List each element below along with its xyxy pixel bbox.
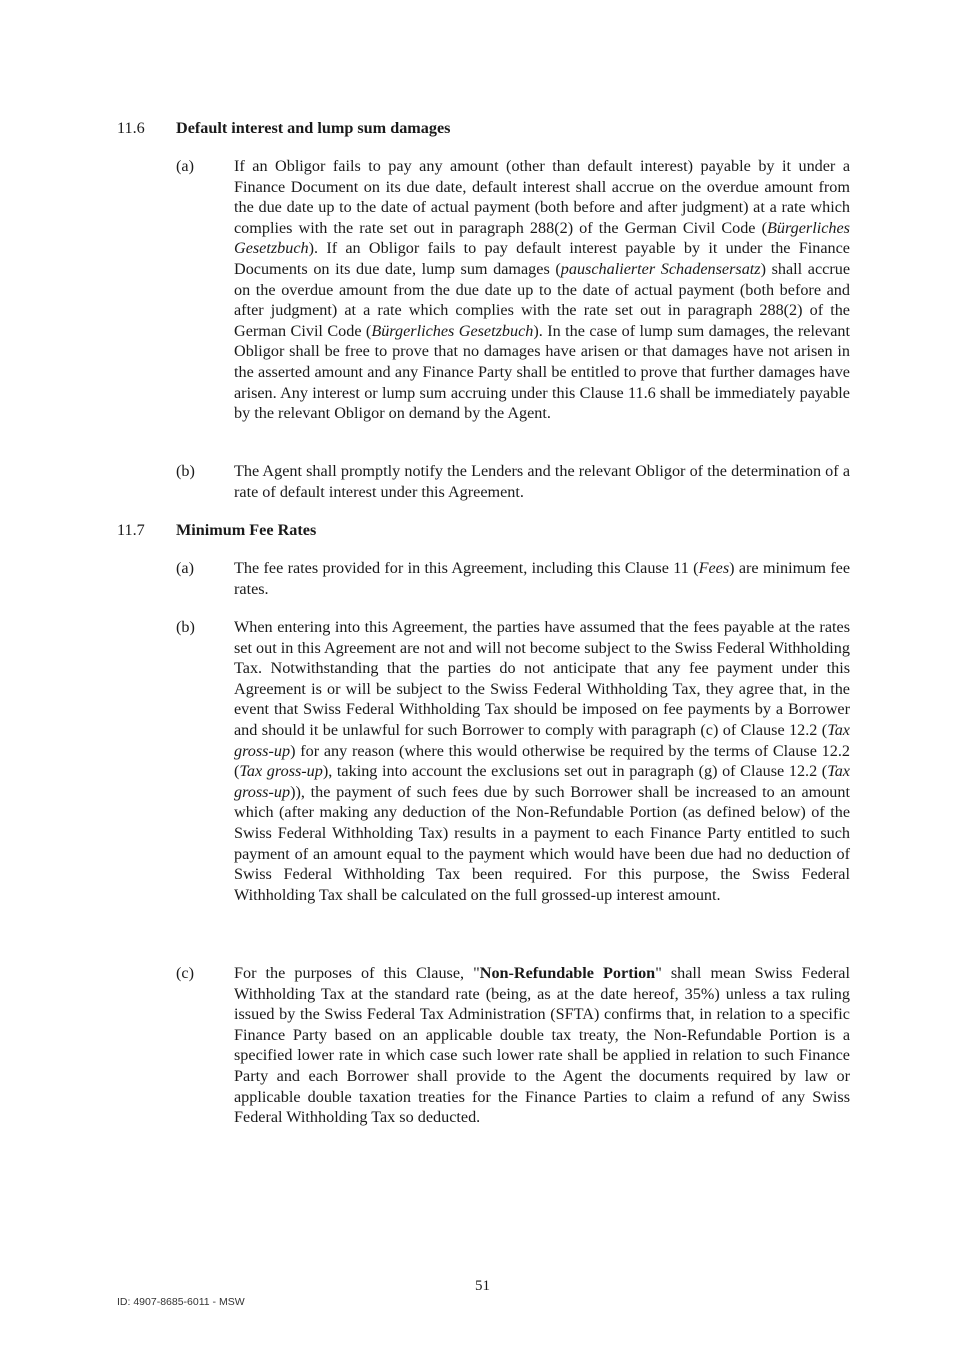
page-number: 51: [475, 1278, 490, 1294]
paragraph-text: [234, 461, 850, 502]
paragraph-label: (b): [176, 462, 195, 480]
text-run: " shall mean Swiss Federal Withholding Tax at the standard rate (being, as at the date hereof, 35%) unless a tax ruling issued by the Swiss Federal Tax Administration (SFTA) confirms that, in relation to a specific Finance Party based on an applicable double tax treaty, the Non-Refundable Portion is a specified lower rate in which case such lower rate shall be applied in relation to such Finance Party and each Borrower shall provide to the Agent the documents required by law or applicable double taxation treaties for the Finance Parties to claim a refund of any Swiss Federal Withholding Tax so deducted.: [234, 964, 850, 1127]
section-title: Minimum Fee Rates: [176, 521, 317, 539]
italic-run: pauschalierter Schadensersatz: [560, 259, 761, 278]
paragraph-text: [234, 558, 850, 599]
paragraph-text: [234, 963, 850, 1128]
text-run: ). In the case of lump sum damages, the relevant Obligor shall be free to prove that no damages have arisen or that damages have not arisen in the asserted amount and any Finance Party shall be entitled to prove that further damages have arisen. Any interest or lump sum accruing under this Clause 11.6 shall be immediately payable by the relevant Obligor on demand by the Agent.: [234, 321, 851, 423]
document-id: ID: 4907-8685-6011 - MSW: [117, 1296, 245, 1308]
paragraph-label: (b): [176, 618, 195, 636]
text-run: If an Obligor fails to pay any amount (other than default interest) payable by it under a Finance Document on its due date, default interest shall accrue on the overdue amount from the due date up to the date of actual payment (both before and after judgment) at a rate which complies with the rate set out in paragraph 288(2) of the German Civil Code (: [234, 157, 850, 237]
text-run: When entering into this Agreement, the parties have assumed that the fees payable at the rates set out in this Agreement are not and will not become subject to the Swiss Federal Withholding Tax. Notwithstanding that the parties do not anticipate that any fee payment under this Agreement is or will be subject to the Swiss Federal Withholding Tax, they agree that, in the event that Swiss Federal Withholding Tax should be imposed on fee payments by a Borrower and should it be unlawful for such Borrower to comply with paragraph (c) of Clause 12.2 (: [234, 618, 850, 739]
section-number: 11.7: [117, 521, 145, 539]
italic-run: Tax gross-up: [234, 762, 850, 801]
paragraph-text: [234, 617, 850, 905]
text-run: The Agent shall promptly notify the Lenders and the relevant Obligor of the determination of a rate of default interest under this Agreement.: [234, 462, 850, 501]
paragraph-label: (a): [176, 559, 194, 577]
paragraph-text: [234, 156, 850, 424]
italic-run: Bürgerliches Gesetzbuch: [371, 321, 534, 340]
text-run: ) shall accrue on the overdue amount from the due date up to the date of actual payment (both before and after judgment) at a rate which complies with the rate set out in paragraph 288(2) of the German Civil Code (: [234, 259, 850, 340]
text-run: The fee rates provided for in this Agreement, including this Clause 11 (: [234, 559, 699, 577]
paragraph-label: (c): [176, 964, 194, 982]
text-run: ). If an Obligor fails to pay default interest payable by it under the Finance Documents on its due date, lump sum damages (: [234, 239, 850, 278]
italic-run: Bürgerliches Gesetzbuch: [234, 218, 850, 258]
text-run: ) are minimum fee rates.: [234, 559, 851, 598]
section-title: Default interest and lump sum damages: [176, 119, 451, 137]
bold-run: Non-Refundable Portion: [479, 964, 656, 982]
paragraph-label: (a): [176, 157, 194, 175]
text-run: ) for any reason (where this would otherwise be required by the terms of Clause 12.2 (: [234, 741, 850, 781]
text-run: )), the payment of such fees due by such Borrower shall be increased to an amount which (after making any deduction of the Non-Refundable Portion (as defined below) of the Swiss Federal Withholding Tax) results in a payment to each Finance Party entitled to such payment of an amount equal to the payment which would have been due had no deduction of Swiss Federal Withholding Tax been required. For this purpose, the Swiss Federal Withholding Tax shall be calculated on the full grossed-up interest amount.: [234, 782, 850, 904]
italic-run: Fees: [698, 559, 730, 577]
text-run: For the purposes of this Clause, ": [234, 964, 480, 982]
italic-run: Tax gross-up: [234, 720, 850, 760]
italic-run: Tax gross-up: [239, 762, 323, 781]
section-number: 11.6: [117, 119, 145, 137]
text-run: ), taking into account the exclusions set out in paragraph (g) of Clause 12.2 (: [322, 762, 828, 781]
